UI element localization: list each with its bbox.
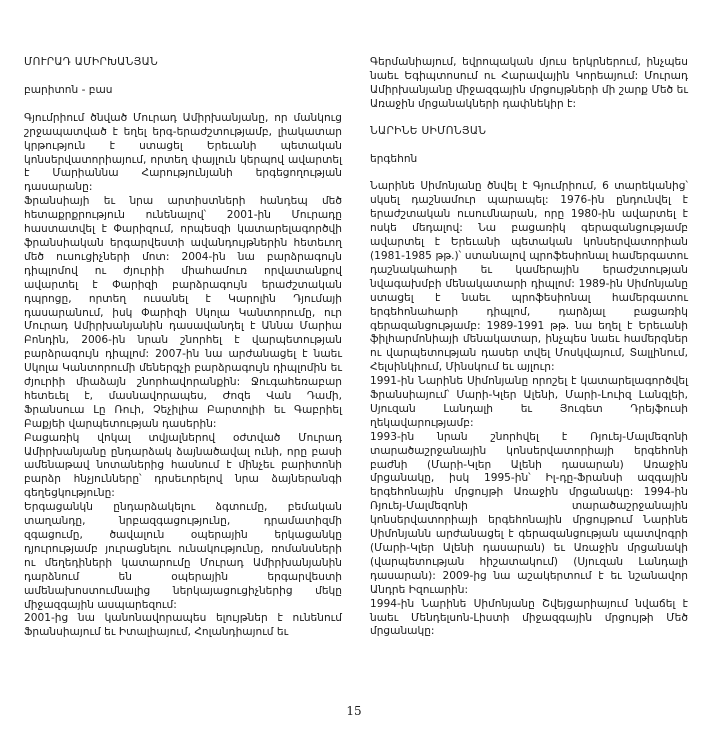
bio-paragraph: Նարինե Սիմոնյանը ծնվել է Գյումրիում, 6 տարեկանից՝ սկսել դաշնամուր պարապել: 1976-ին ընդունվել է երաժշտական ուսումնարան, որը 1980-ին ավարտել է ոսկե մեդալով: Նա բացառիկ գերազանցությամբ ավարտել է Երեւանի պետական կոնսերվատորիան (1981-1985 թթ.)՝ ստանալով պրոֆեսիոնալ համերգատու դաշնակահարի եւ կամերային երաժշտության նվագախմբի մենակատարի դիպլոմ: 1989-ին Սիմոնյանը ստացել է նաեւ պրոֆեսիոնալ համերգատու երգեհոնահարի դիպլոմ, դարձյալ բացառիկ գերազանցությամբ: 1989-1991 թթ. նա եղել է Երեւանի ֆիլհարմոնիայի մենակատար, ինչպես նաեւ համերգներ ու վարպետության դասեր տվել Մոսկվայում, Տալլինում, Հելսինկիում, Մինսկում եւ այլուր: — [370, 180, 688, 374]
page-number: 15 — [346, 704, 362, 718]
bio-paragraph: Գյումրիում ծնված Մուրադ Ամիրխանյանը, որ մանկուց շրջապատված է եղել երգ-երաժշտությամբ, լիակատար կրթություն է ստացել Երեւանի պետական կոնսերվատորիայում, որտեղ փայլուն կերպով ավարտել է Մարիաննա Հարությունյանի երգեցողության դասարանը: — [24, 111, 342, 194]
performer-name-murad: ՄՈՒՐԱԴ ԱՄԻՐԽԱՆՅԱՆ — [24, 56, 159, 68]
bio-paragraph: 1993-ին նրան շնորհվել է Ռյուեյ-Մալմեզոնի տարածաշրջանային կոնսերվատորիայի երգեհոնի բաժնի (Մարի-Կլեր Ալենի դասարան) Առաջին մրցանակը, իսկ 1995-ին՝ Իլ-դը-Ֆրանսի ազգային երգեհոնային մրցույթի Առաջին մրցանակը: 1994-ին Ռյուեյ-Մալմեզոնի տարածաշրջանային կոնսերվատորիայի երգեհոնային մրցույթում Նարինե Սիմոնյանն արժանացել է գերազանցության պատվոգրի (Մարի-Կլեր Ալենի դասարան) եւ Առաջին մրցանակի (վարպետության հիշատակում) (Սյուզան Լանդալի դասարան): 2009-ից նա աշակերտում է եւ նշանավոր Անդրե Իզուարին: — [370, 430, 688, 596]
performer-instrument: երգեհոն — [370, 152, 418, 165]
bio-paragraph: 2001-ից նա կանոնավորապես ելույթներ է ունենում Ֆրանսիայում եւ Իտալիայում, Հոլանդիայում եւ — [24, 612, 342, 639]
performer-voice-type: բարիտոն - բաս — [24, 83, 113, 96]
bio-paragraph: Ֆրանսիայի եւ նրա արտիստների հանդեպ մեծ հետաքրքրություն ունենալով՝ 2001-ին Մուրադը հաստատվել է Փարիզում, որպեսզի կատարելագործվի ֆրանսիական երգարվեստի ավանդույթներին հետեւող մեծ ուսուցիչների մոտ: 2004-ին նա բարձրագույն դիպլոմով ու ժյուրիի միահամուռ որվատանքով ավարտել է Փարիզի բարձրագույն երաժշտական դպրոցը, որտեղ ուսանել է Կարոլին Դյումայի դասարանում, իսկ Փարիզի Սկոլա Կանտորումը, ուր Մուրադ Ամիրխանյանին դասավանդել է Աննա Մարիա Բոնդին, 2006-ին նրան շնորհել է վարպետության բարձրագույն դիպլոմ: 2007-ին նա արժանացել է նաեւ Սկոլա Կանտորումի մեներգչի բարձրագույն դիպլոմին եւ ժյուրիի միաձայն շնորհավորանքին: Ջուգահեռաբար հետեւել է, մասնավորապես, Ժոզե Վան Դամի, Ֆրանսուա Լը Ռուի, Չեչիլիա Բարտոլիի եւ Գաբրիել Բաքյեի վարպետության դասերին: — [24, 195, 342, 430]
right-column — [370, 56, 688, 639]
bio-paragraph: 1994-ին Նարինե Սիմոնյանը Շվեյցարիայում նվաճել է նաեւ Մենդելսոն-Լիստի միջազգային մրցույթի Մեծ մրցանակը: — [370, 597, 688, 638]
bio-paragraph-continued: Գերմանիայում, եվրոպական մյուս երկրներում, ինչպես նաեւ Եգիպտոսում ու Հարավային Կորեայում: Մուրադ Ամիրխանյանը միջազգային մրցույթների մի շարք Մեծ եւ Առաջին մրցանակների դափնեկիր է: — [370, 56, 688, 110]
bio-paragraph: Բացառիկ վոկալ տվյալներով օժտված Մուրադ Ամիրխանյանը ընդարձակ ձայնածավալ ունի, որը բասի ամենաթավ նոտաներից հասնում է մինչեւ բարիտոնի բարձր հնչյունները՝ դրսեւորելով նրա ձայներանգի գեղեցկությունը: — [24, 431, 342, 500]
bio-paragraph: 1991-ին Նարինե Սիմոնյանը որոշել է կատարելագործվել Ֆրանսիայում՝ Մարի-Կլեր Ալենի, Մարի-Լուիզ Լանգլեի, Սյուզան Լանդալի եւ Յուգետ Դրեյֆուսի ղեկավարությամբ: — [370, 375, 688, 429]
bio-paragraph: Երգացանկն ընդարձակելու ձգտումը, բեմական տաղանդը, նրբազգացությունը, դրամատիզմի զգացումը, ծավալուն օպերային երկացանկը դյուրությամբ յուրացնելու ունակությունը, ռոմանսների ու մեղեդիների կատարումը Մուրադ Ամիրխանյանին դարձնում են օպերային երգարվեստի ամենախոստումնալից ներկայացուցիչներից մեկը միջազգային ասպարեզում: — [24, 501, 342, 611]
performer-name-narine: ՆԱՐԻՆԵ ՍԻՄՈՆՅԱՆ — [370, 124, 487, 137]
left-column — [24, 56, 342, 640]
